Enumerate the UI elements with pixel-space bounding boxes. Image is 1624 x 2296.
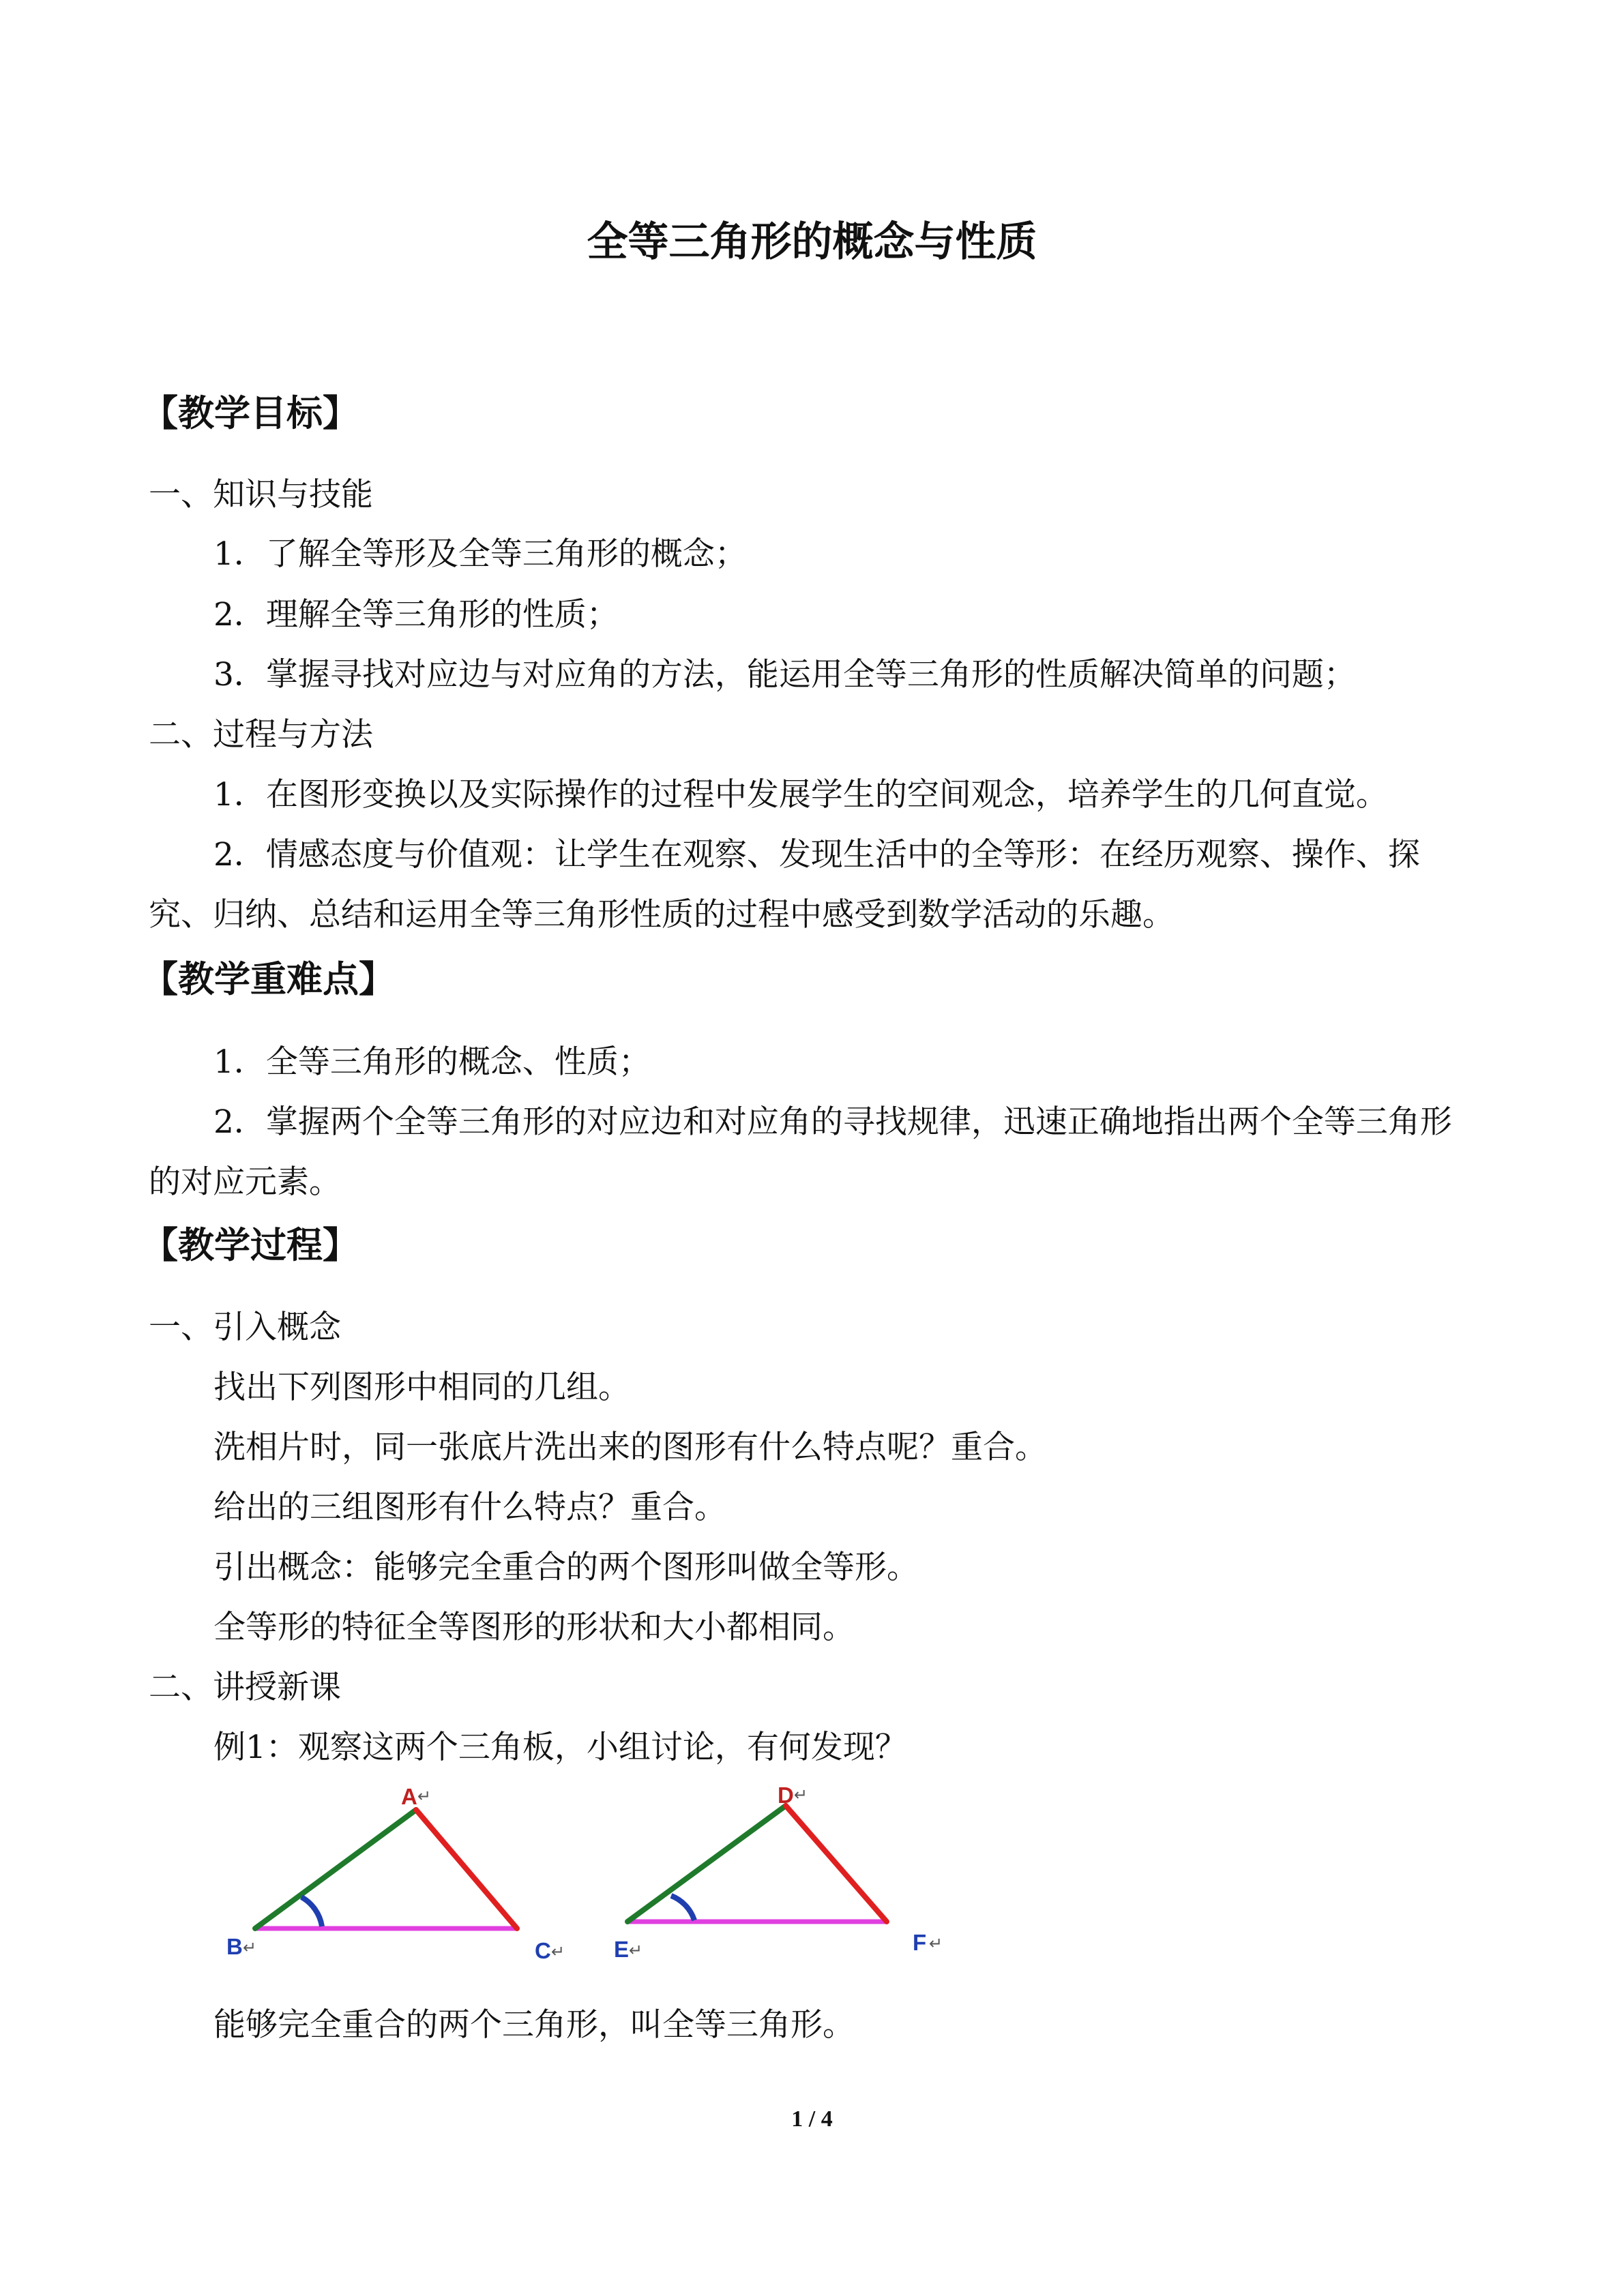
triangle-abc	[226, 1784, 565, 1963]
paragraph: 洗相片时，同一张底片洗出来的图形有什么特点呢？重合。	[213, 1429, 1047, 1466]
side-ab	[255, 1810, 416, 1928]
list-item: 3．掌握寻找对应边与对应角的方法，能运用全等三角形的性质解决简单的问题；	[213, 656, 1356, 694]
side-ac	[416, 1810, 517, 1928]
list-item-continuation: 究、归纳、总结和运用全等三角形性质的过程中感受到数学活动的乐趣。	[149, 896, 1175, 934]
list-item-continuation: 的对应元素。	[149, 1163, 341, 1201]
side-df	[786, 1806, 887, 1922]
congruent-triangles-figure	[218, 1781, 962, 1973]
list-item: 1．全等三角形的概念、性质；	[213, 1043, 651, 1081]
angle-e-mark	[671, 1896, 694, 1920]
return-mark: ↵	[929, 1934, 943, 1953]
vertex-label-a: A	[401, 1784, 417, 1809]
section-heading-objectives: 【教学目标】	[142, 393, 359, 434]
vertex-label-c: C	[535, 1938, 551, 1963]
list-item: 1．了解全等形及全等三角形的概念；	[213, 535, 747, 573]
return-mark: ↵	[794, 1785, 808, 1804]
return-mark: ↵	[551, 1942, 565, 1961]
subheading-knowledge: 一、知识与技能	[149, 476, 373, 513]
list-item: 2．掌握两个全等三角形的对应边和对应角的寻找规律，迅速正确地指出两个全等三角形	[213, 1103, 1452, 1141]
paragraph: 给出的三组图形有什么特点？重合。	[213, 1489, 726, 1526]
vertex-label-f: F	[913, 1930, 927, 1955]
return-mark: ↵	[417, 1787, 432, 1806]
page-number: 1 / 4	[791, 2106, 833, 2132]
section-heading-process: 【教学过程】	[142, 1225, 359, 1266]
side-de	[628, 1806, 786, 1922]
list-item: 2．情感态度与价值观：让学生在观察、发现生活中的全等形：在经历观察、操作、探	[213, 836, 1420, 874]
vertex-label-e: E	[614, 1937, 630, 1962]
triangle-def	[614, 1783, 943, 1962]
return-mark: ↵	[629, 1941, 643, 1960]
paragraph: 引出概念：能够完全重合的两个图形叫做全等形。	[213, 1549, 919, 1586]
section-heading-key-points: 【教学重难点】	[142, 959, 395, 1000]
vertex-label-b: B	[226, 1934, 243, 1959]
subheading-process: 二、过程与方法	[149, 716, 373, 754]
definition-paragraph: 能够完全重合的两个三角形，叫全等三角形。	[213, 2006, 855, 2044]
page-title: 全等三角形的概念与性质	[587, 218, 1037, 266]
paragraph: 找出下列图形中相同的几组。	[213, 1369, 630, 1406]
list-item: 2．理解全等三角形的性质；	[213, 596, 619, 633]
list-item: 1．在图形变换以及实际操作的过程中发展学生的空间观念，培养学生的几何直觉。	[213, 776, 1388, 814]
subheading-new-lesson: 二、讲授新课	[149, 1669, 341, 1706]
subheading-intro: 一、引入概念	[149, 1309, 341, 1346]
return-mark: ↵	[243, 1938, 257, 1957]
paragraph: 例1：观察这两个三角板，小组讨论，有何发现？	[213, 1729, 907, 1766]
paragraph: 全等形的特征全等图形的形状和大小都相同。	[213, 1609, 855, 1646]
angle-b-mark	[301, 1897, 322, 1926]
vertex-label-d: D	[778, 1783, 794, 1808]
